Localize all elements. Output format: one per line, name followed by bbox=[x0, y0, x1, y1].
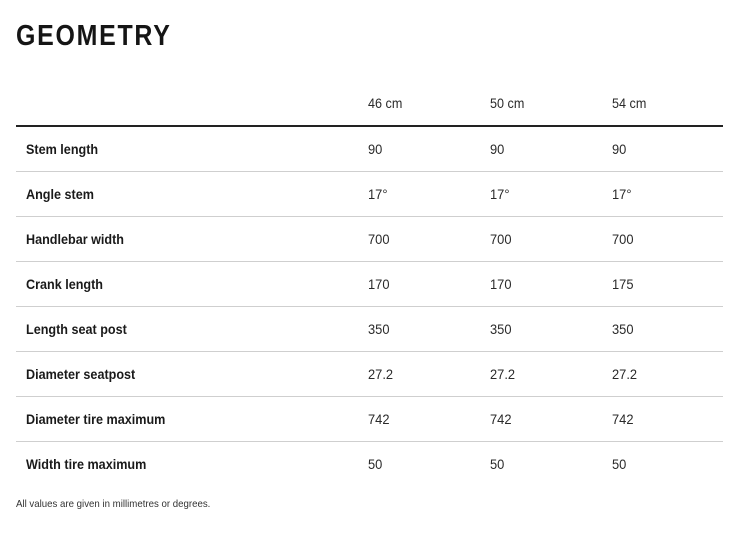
table-header-row bbox=[16, 80, 723, 127]
column-header-54cm: 54 cm bbox=[612, 94, 647, 111]
row-label: Length seat post bbox=[26, 321, 127, 337]
table-row-diameter-tire-maximum bbox=[16, 397, 723, 442]
table-cell: 700 bbox=[368, 231, 390, 247]
table-cell: 700 bbox=[490, 231, 512, 247]
table-row-angle-stem bbox=[16, 172, 723, 217]
table-cell: 350 bbox=[612, 321, 634, 337]
table-cell: 17° bbox=[490, 186, 510, 202]
row-label: Width tire maximum bbox=[26, 456, 147, 472]
column-header-46cm: 46 cm bbox=[368, 94, 403, 111]
table-cell: 175 bbox=[612, 276, 634, 292]
geometry-table bbox=[16, 80, 723, 486]
table-cell: 50 bbox=[368, 456, 383, 472]
table-cell: 350 bbox=[490, 321, 512, 337]
table-row-crank-length bbox=[16, 262, 723, 307]
table-row-length-seat-post bbox=[16, 307, 723, 352]
table-cell: 742 bbox=[612, 411, 634, 427]
row-label: Handlebar width bbox=[26, 231, 125, 247]
table-cell: 700 bbox=[612, 231, 634, 247]
table-row-diameter-seatpost bbox=[16, 352, 723, 397]
table-cell: 50 bbox=[612, 456, 627, 472]
table-row-stem-length bbox=[16, 127, 723, 172]
table-cell: 27.2 bbox=[612, 366, 638, 382]
table-cell: 170 bbox=[368, 276, 390, 292]
row-label: Crank length bbox=[26, 276, 104, 292]
table-cell: 90 bbox=[368, 141, 383, 157]
table-cell: 742 bbox=[368, 411, 390, 427]
table-cell: 17° bbox=[612, 186, 632, 202]
table-cell: 90 bbox=[612, 141, 627, 157]
table-cell: 27.2 bbox=[490, 366, 516, 382]
table-cell: 350 bbox=[368, 321, 390, 337]
table-row-handlebar-width bbox=[16, 217, 723, 262]
row-label: Angle stem bbox=[26, 186, 94, 202]
row-label: Stem length bbox=[26, 141, 99, 157]
footnote: All values are given in millimetres or degrees. bbox=[16, 498, 211, 510]
table-cell: 170 bbox=[490, 276, 512, 292]
row-label: Diameter seatpost bbox=[26, 366, 136, 382]
table-cell: 742 bbox=[490, 411, 512, 427]
page-title: GEOMETRY bbox=[16, 20, 172, 52]
column-header-50cm: 50 cm bbox=[490, 94, 525, 111]
table-cell: 90 bbox=[490, 141, 505, 157]
table-cell: 27.2 bbox=[368, 366, 394, 382]
table-row-width-tire-maximum bbox=[16, 442, 723, 486]
table-cell: 50 bbox=[490, 456, 505, 472]
table-cell: 17° bbox=[368, 186, 388, 202]
row-label: Diameter tire maximum bbox=[26, 411, 166, 427]
